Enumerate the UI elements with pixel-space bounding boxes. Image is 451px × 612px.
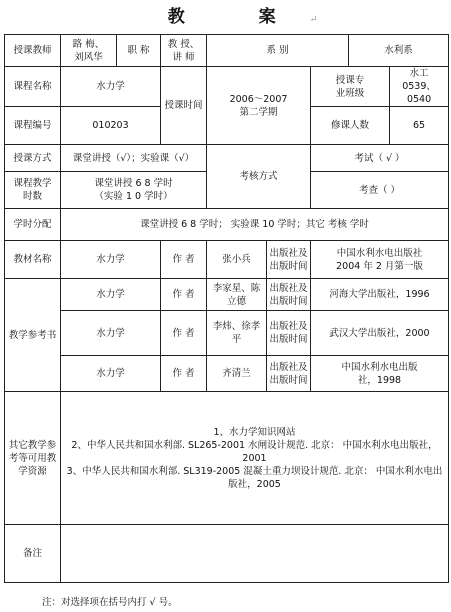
textbook-pub xyxy=(311,241,449,279)
ref-pub-label xyxy=(267,279,311,311)
textbook-author-label: 作 者 xyxy=(161,241,207,279)
ref-pub xyxy=(311,356,449,392)
course-name-row xyxy=(5,67,449,107)
hours-value xyxy=(61,172,207,209)
ref-pub-label-text: 出版社及 出版时间 xyxy=(269,361,308,386)
time-label: 授课时间 xyxy=(161,67,207,145)
textbook-name: 水力学 xyxy=(61,241,161,279)
ref-name: 水力学 xyxy=(61,279,161,311)
return-mark: ↵ xyxy=(309,15,318,25)
ref-name: 水力学 xyxy=(61,356,161,392)
ref-pub-label-text: 出版社及 出版时间 xyxy=(269,282,308,307)
time-value xyxy=(207,67,311,145)
ref-author-text: 齐清兰 xyxy=(222,368,251,379)
dept-value: 水利系 xyxy=(349,35,449,67)
method-label: 授课方式 xyxy=(5,145,61,172)
class-label-text: 授课专 业班级 xyxy=(335,74,365,99)
course-name-value: 水力学 xyxy=(61,67,161,107)
ref-pub: 河海大学出版社，1996 xyxy=(311,279,449,311)
remark-row xyxy=(5,525,449,583)
dept-label: 系 别 xyxy=(207,35,349,67)
textbook-pub-text: 中国水利水电出版社 2004 年 2 月第一版 xyxy=(336,247,423,272)
class-label xyxy=(311,67,390,107)
resource-item: 3、中华人民共和国水利部. SL319-2005 混凝土重力坝设计规范. 北京： 中国水利水电出版社，2005 xyxy=(66,465,443,490)
course-code-label: 课程编号 xyxy=(5,107,61,145)
textbook-label: 教材名称 xyxy=(5,241,61,279)
resources-label-text: 其它教学参 考等可用教 学资源 xyxy=(8,439,57,477)
ref-pub-label xyxy=(267,356,311,392)
ref-row xyxy=(5,356,449,392)
title-value xyxy=(161,35,207,67)
alloc-label: 学时分配 xyxy=(5,209,61,241)
remark-label: 备注 xyxy=(5,525,61,583)
ref-pub: 武汉大学出版社，2000 xyxy=(311,311,449,356)
method-value: 课堂讲授（√）；实验课（√） xyxy=(61,145,207,172)
resource-item: 1、水力学知识网站 xyxy=(213,426,296,438)
hours-value-text: 课堂讲授 6 8 学时 （实验 1 0 学时） xyxy=(94,178,173,202)
title-label: 职 称 xyxy=(117,35,161,67)
page-title: 教 案↵ xyxy=(167,7,318,27)
textbook-author: 张小兵 xyxy=(207,241,267,279)
teacher-value xyxy=(61,35,117,67)
course-name-label: 课程名称 xyxy=(5,67,61,107)
hours-label xyxy=(5,172,61,209)
footnote: 注：对选择项在括号内打 √ 号。 xyxy=(42,597,178,608)
ref-author xyxy=(207,311,267,356)
textbook-pub-label-text: 出版社及 出版时间 xyxy=(269,247,308,272)
ref-author-text: 李家星、陈 立德 xyxy=(212,282,261,307)
check-option: 考查（ ） xyxy=(311,172,449,209)
ref-pub-text: 中国水利水电出版 社，1998 xyxy=(341,361,418,386)
ref-author xyxy=(207,279,267,311)
course-code-value: 010203 xyxy=(61,107,161,145)
teacher-label: 授课教师 xyxy=(5,35,61,67)
count-value: 65 xyxy=(390,107,449,145)
class-value-text: 水工 0539、 0540 xyxy=(402,68,436,105)
ref-author-label: 作 者 xyxy=(161,311,207,356)
ref-row xyxy=(5,311,449,356)
method-row xyxy=(5,145,449,172)
remark-value xyxy=(61,525,449,583)
resources-list xyxy=(61,392,449,525)
class-value xyxy=(390,67,449,107)
ref-pub-label xyxy=(267,311,311,356)
ref-author-label: 作 者 xyxy=(161,356,207,392)
refs-label: 教学参考书 xyxy=(5,279,61,392)
alloc-value: 课堂讲授 6 8 学时； 实验课 10 学时；其它 考核 学时 xyxy=(61,209,449,241)
count-label: 修课人数 xyxy=(311,107,390,145)
exam-option: 考试（ √ ） xyxy=(311,145,449,172)
ref-row xyxy=(5,279,449,311)
ref-author-label: 作 者 xyxy=(161,279,207,311)
ref-name: 水力学 xyxy=(61,311,161,356)
alloc-row xyxy=(5,209,449,241)
ref-pub-label-text: 出版社及 出版时间 xyxy=(269,321,308,345)
lesson-plan-table xyxy=(4,34,449,583)
ref-author xyxy=(207,356,267,392)
exam-method-label: 考核方式 xyxy=(207,145,311,209)
teacher-row xyxy=(5,35,449,67)
textbook-pub-label xyxy=(267,241,311,279)
hours-label-text: 课程教学 时数 xyxy=(13,178,52,202)
resource-item: 2、中华人民共和国水利部. SL265-2001 水闸设计规范. 北京： 中国水利水电出版社，2001 xyxy=(71,439,438,464)
ref-author-text: 李炜、徐孝 平 xyxy=(212,321,261,345)
textbook-row xyxy=(5,241,449,279)
time-value-text: 2006～2007 第二学期 xyxy=(229,93,288,118)
title-value-text: 教 授、 讲 师 xyxy=(167,38,200,63)
resources-row xyxy=(5,392,449,525)
resources-label xyxy=(5,392,61,525)
teacher-value-text: 路 梅、 刘风华 xyxy=(72,38,105,63)
